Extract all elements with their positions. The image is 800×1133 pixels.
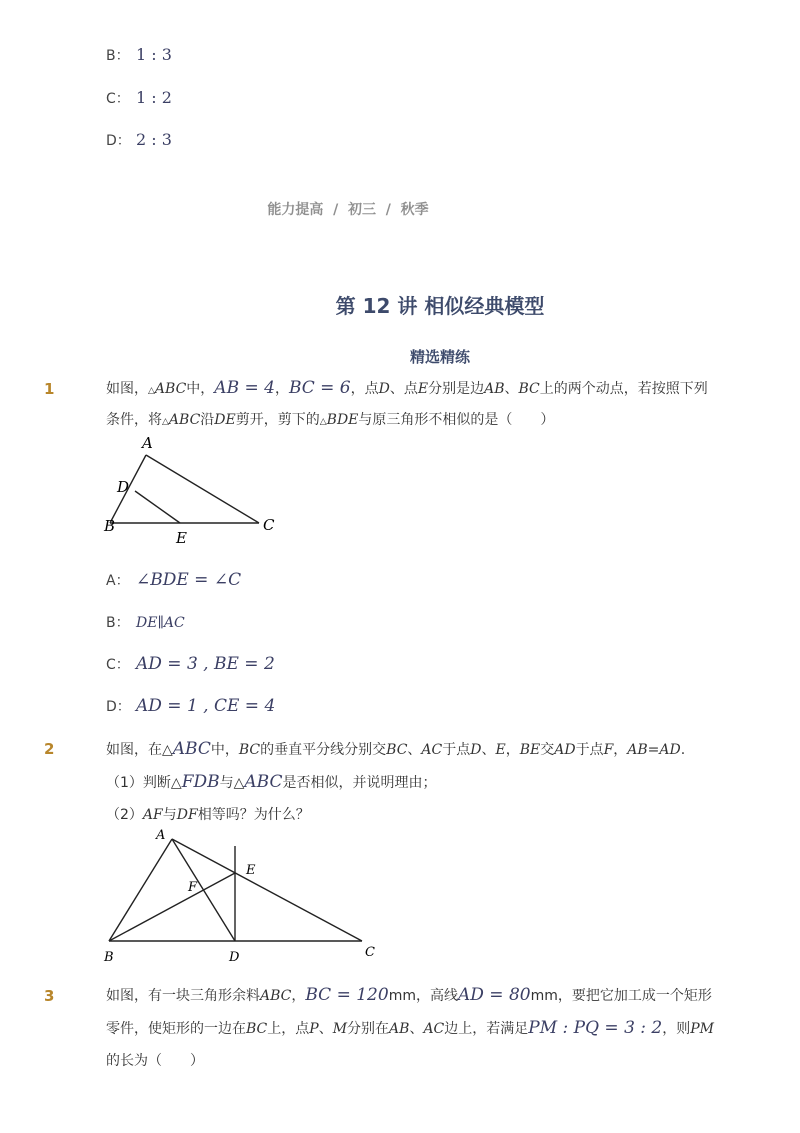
label-d: D: [117, 478, 130, 496]
option-c: C： 1 : 2: [106, 88, 172, 107]
segment-de: [135, 491, 180, 523]
label-e: E: [246, 863, 256, 878]
q1-option-a: A： ∠BDE = ∠C: [106, 570, 242, 590]
question-number: 2: [44, 740, 55, 758]
q2-line3: （2）AF与DF相等吗？为什么？: [106, 807, 310, 823]
label-c: C: [365, 945, 375, 960]
label-b: B: [104, 517, 116, 535]
q3-line3: 的长为（ ）: [106, 1053, 204, 1069]
q1-triangle-figure: [100, 432, 290, 550]
label-a: A: [156, 828, 166, 843]
side-ab: [109, 839, 172, 941]
option-b: B： 1 : 3: [106, 45, 172, 64]
side-ac: [146, 455, 259, 523]
q2-triangle-figure: [100, 826, 390, 968]
label-a: A: [142, 434, 153, 452]
q1-line2: 条件，将△ABC沿DE剪开，剪下的△BDE与原三角形不相似的是（ ）: [106, 412, 555, 428]
question-number: 1: [44, 380, 55, 398]
label-f: F: [188, 880, 198, 895]
question-number: 3: [44, 987, 55, 1005]
section-title: 精选精练: [409, 348, 470, 366]
side-ac: [172, 839, 362, 941]
q1-option-c: C： AD = 3 , BE = 2: [106, 654, 275, 674]
option-d: D： 2 : 3: [106, 130, 172, 149]
label-b: B: [104, 950, 114, 965]
q2-line1: 如图，在△ABC中，BC的垂直平分线分别交BC、AC于点D、E，BE交AD于点F，AB=AD.: [106, 739, 686, 759]
breadcrumb: 能力提高 / 初三 / 秋季: [267, 202, 429, 218]
lesson-title: 第 12 讲 相似经典模型: [335, 294, 545, 318]
segment-be: [109, 873, 235, 941]
q1-option-b: B： DE∥AC: [106, 615, 185, 631]
label-e: E: [176, 529, 187, 547]
q3-line1: 如图，有一块三角形余料ABC，BC = 120mm，高线AD = 80mm，要把它加工成一个矩形: [106, 985, 712, 1005]
q3-line2: 零件，使矩形的一边在BC上，点P、M分别在AB、AC边上，若满足PM : PQ = 3 : 2，则PM: [106, 1018, 715, 1038]
q2-line2: （1）判断△FDB与△ABC是否相似，并说明理由；: [106, 772, 437, 792]
q1-option-d: D： AD = 1 , CE = 4: [106, 696, 276, 716]
q1-line1: 如图，△ABC中，AB = 4，BC = 6，点D、点E分别是边AB、BC上的两个动点，若按照下列: [106, 378, 708, 398]
label-c: C: [263, 516, 275, 534]
label-d: D: [229, 950, 240, 965]
